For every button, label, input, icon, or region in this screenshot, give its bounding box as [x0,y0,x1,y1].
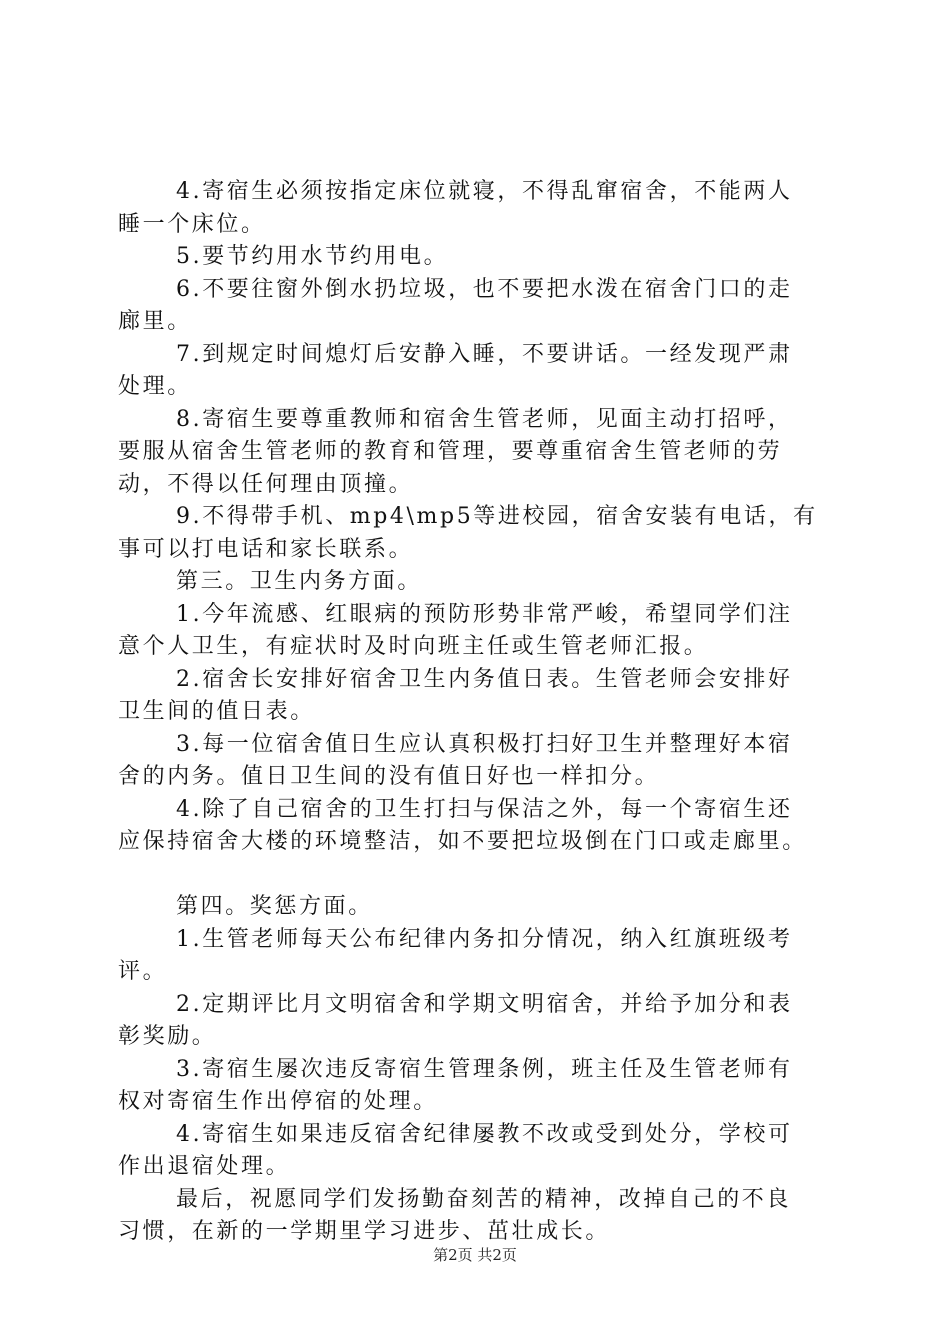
text-line: 要服从宿舍生管老师的教育和管理，要尊重宿舍生管老师的劳 [118,439,783,464]
text-line: 8.寄宿生要尊重教师和宿舍生管老师，见面主动打招呼， [176,406,793,432]
text-line: 评。 [118,959,168,984]
text-line: 应保持宿舍大楼的环境整洁，如不要把垃圾倒在门口或走廊里。 [118,829,807,854]
text-line: 最后，祝愿同学们发扬勤奋刻苦的精神，改掉自己的不良 [176,1186,792,1212]
text-line: 作出退宿处理。 [118,1154,291,1179]
paragraph-gap [118,859,838,892]
text-line: 4.寄宿生如果违反宿舍纪律屡教不改或受到处分，学校可 [176,1121,793,1147]
text-line: 1.今年流感、红眼病的预防形势非常严峻，希望同学们注 [176,601,793,627]
text-line: 3.每一位宿舍值日生应认真积极打扫好卫生并整理好本宿 [176,731,793,757]
text-line: 处理。 [118,374,192,399]
text-line: 廊里。 [118,309,192,334]
text-line: 第三。卫生内务方面。 [176,569,423,594]
text-line: 7.到规定时间熄灯后安静入睡，不要讲话。一经发现严肃 [176,341,793,367]
text-line: 5.要节约用水节约用电。 [176,244,449,269]
text-line: 意个人卫生，有症状时及时向班主任或生管老师汇报。 [118,634,709,659]
text-line: 9.不得带手机、mp4\mp5等进校园，宿舍安装有电话，有 [176,504,818,529]
page-footer: 第2页 共2页 [433,1246,517,1264]
text-line: 3.寄宿生屡次违反寄宿生管理条例，班主任及生管老师有 [176,1056,793,1082]
text-line: 4.寄宿生必须按指定床位就寝，不得乱窜宿舍，不能两人 [176,179,793,204]
text-line: 1.生管老师每天公布纪律内务扣分情况，纳入红旗班级考 [176,926,793,952]
text-line: 卫生间的值日表。 [118,699,315,724]
text-line: 动，不得以任何理由顶撞。 [118,471,414,497]
text-line: 事可以打电话和家长联系。 [118,536,414,562]
text-line: 第四。奖惩方面。 [176,894,373,919]
text-line: 舍的内务。值日卫生间的没有值日好也一样扣分。 [118,764,660,789]
text-line: 2.定期评比月文明宿舍和学期文明宿舍，并给予加分和表 [176,991,793,1017]
text-line: 彰奖励。 [118,1024,217,1049]
text-line: 权对寄宿生作出停宿的处理。 [118,1089,438,1114]
text-line: 2.宿舍长安排好宿舍卫生内务值日表。生管老师会安排好 [176,666,793,692]
text-line: 6.不要往窗外倒水扔垃圾，也不要把水泼在宿舍门口的走 [176,276,793,302]
text-line: 习惯，在新的一学期里学习进步、茁壮成长。 [118,1219,611,1244]
text-line: 4.除了自己宿舍的卫生打扫与保洁之外，每一个寄宿生还 [176,796,793,822]
document-body [118,176,838,1249]
text-line: 睡一个床位。 [118,211,266,237]
